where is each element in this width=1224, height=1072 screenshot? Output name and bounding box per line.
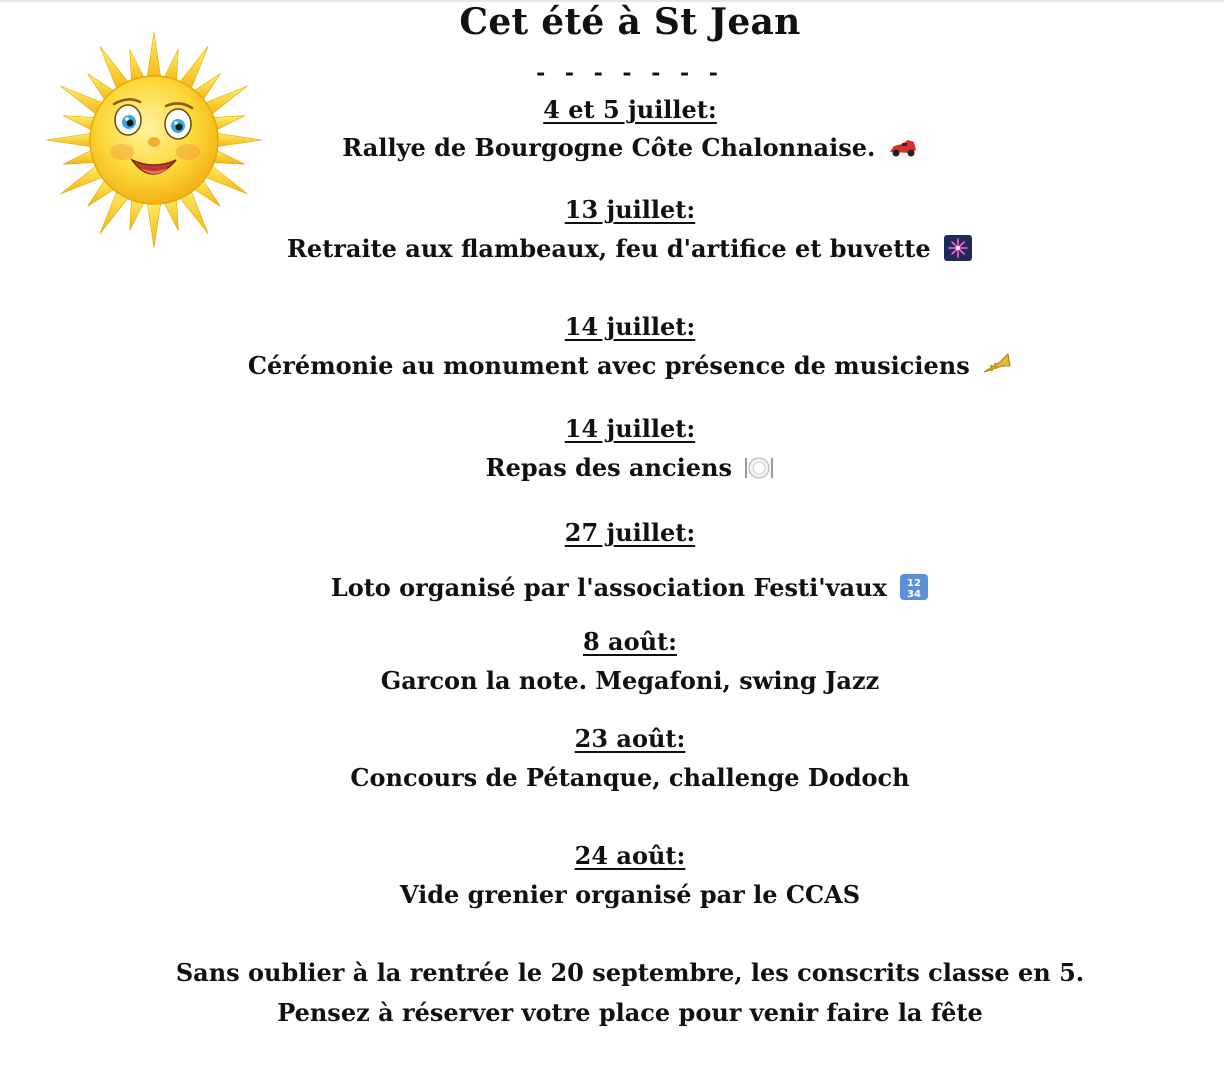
- racing-car-icon: [888, 134, 918, 160]
- separator: - - - - - - -: [536, 60, 724, 86]
- event-date: 14 juillet:: [564, 312, 696, 341]
- event-description: Rallye de Bourgogne Côte Chalonnaise.: [0, 132, 1224, 164]
- event-date: 23 août:: [574, 724, 686, 753]
- event-description: Loto organisé par l'association Festi'vaux 12 34: [0, 572, 1224, 604]
- event-description: Retraite aux flambeaux, feu d'artifice et buvette: [0, 233, 1224, 265]
- event-description: Vide grenier organisé par le CCAS: [399, 880, 861, 909]
- input-numbers-icon: [899, 574, 929, 600]
- event-date: 8 août:: [582, 627, 677, 656]
- event-description: Cérémonie au monument avec présence de musiciens: [0, 350, 1224, 382]
- event-date: 13 juillet:: [564, 195, 696, 224]
- event-description: Concours de Pétanque, challenge Dodoch: [350, 763, 910, 792]
- svg-text:34: 34: [907, 589, 922, 600]
- plate-with-cutlery-icon: [744, 454, 774, 480]
- page-title: Cet été à St Jean: [459, 1, 801, 43]
- event-date: 14 juillet:: [564, 414, 696, 443]
- event-description: Repas des anciens: [0, 452, 1224, 484]
- footer-line-1: Sans oublier à la rentrée le 20 septembre, les conscrits classe en 5.: [175, 958, 1085, 987]
- trumpet-icon: [982, 352, 1012, 378]
- event-description: Garcon la note. Megafoni, swing Jazz: [380, 666, 880, 695]
- event-date: 27 juillet:: [564, 518, 696, 547]
- event-date: 4 et 5 juillet:: [543, 95, 717, 124]
- event-date: 24 août:: [574, 841, 686, 870]
- svg-text:12: 12: [907, 578, 922, 589]
- fireworks-icon: [943, 235, 973, 261]
- footer-line-2: Pensez à réserver votre place pour venir faire la fête: [277, 998, 983, 1027]
